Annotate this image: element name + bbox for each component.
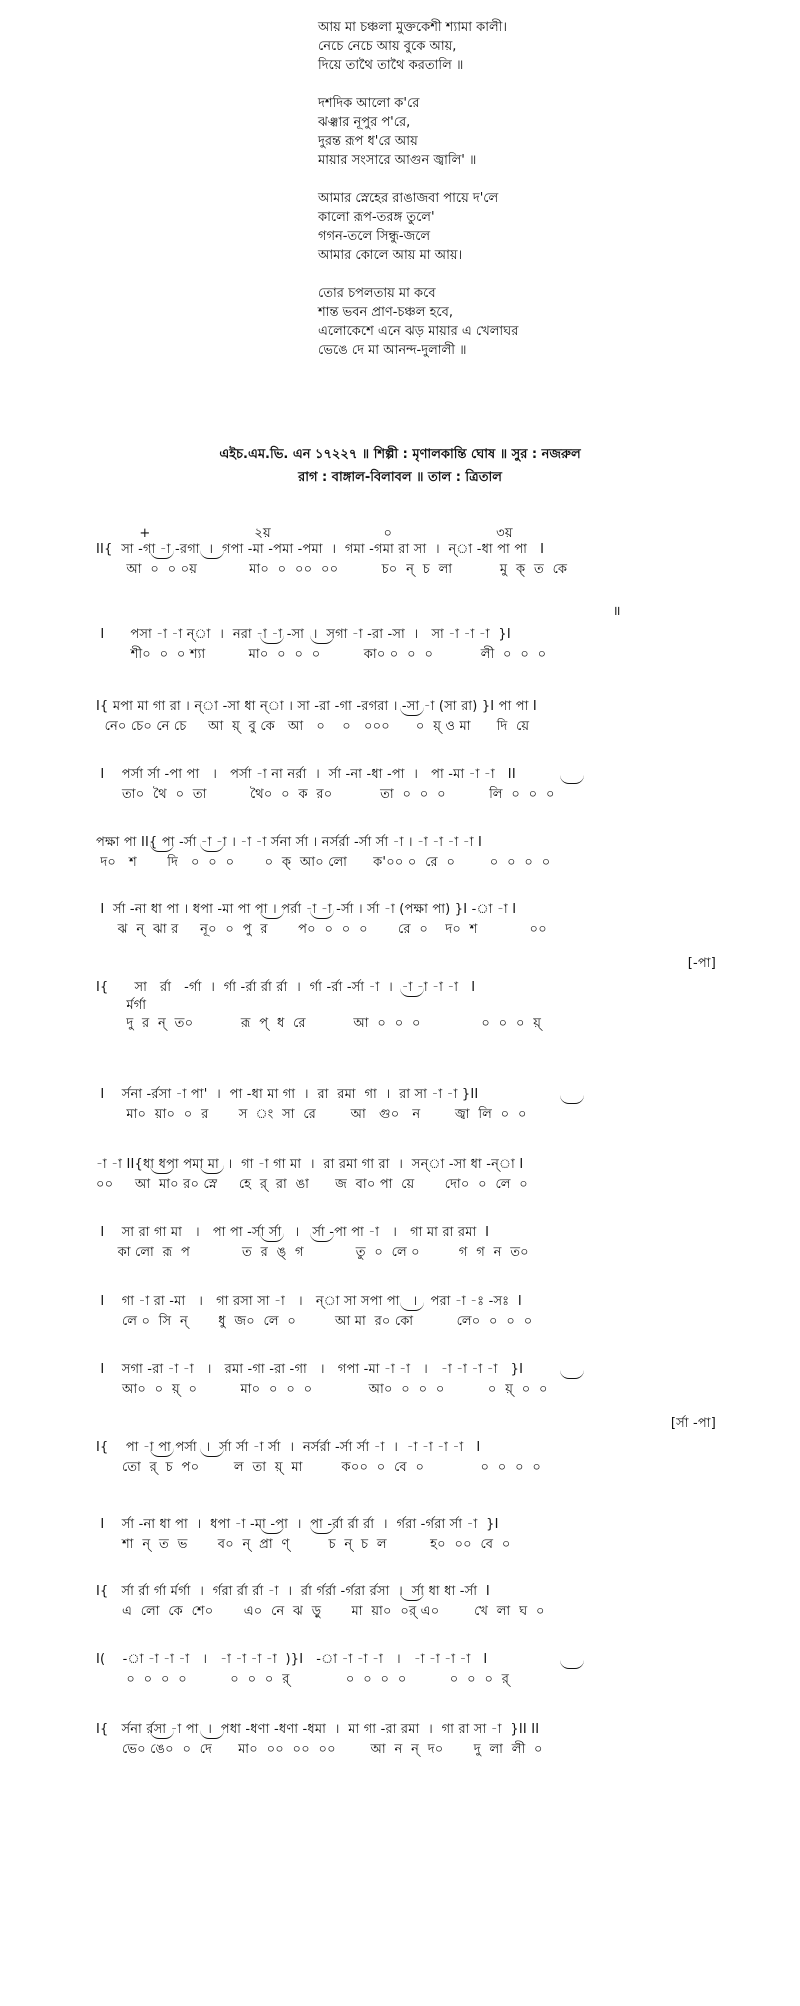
lyrics-line: আমার স্নেহের রাঙাজবা পায়ে দ'লে xyxy=(318,191,499,206)
swara-line: I র্সা -না ধা পা । ধপা -মা পা পা । পর্রা -া -া -র্সা । র্সা -া (পক্ষা পা) }I -া -া I xyxy=(96,902,517,917)
lyric-syllables: মা০ য়া০ ০ র স ং সা রে আ গু০ ন জ্বা লি ০ ০ xyxy=(96,1107,527,1122)
lyrics xyxy=(318,18,678,379)
swara-line: I{ পা -া পা পর্সা । র্সা র্সা -া র্সা । নর্সর্রা -র্সা র্সা -া । -া -া -া -া I xyxy=(96,1440,481,1455)
swara-line: I র্সা -না ধা পা । ধপা -া -মা -পা । পা -র্রা র্রা র্রা । র্গরা -র্গরা র্সা -া }I xyxy=(96,1517,499,1532)
swara-line: II{ সা -গা -া -রগা । গপা -মা -পমা -পমা । গমা -গমা রা সা । ন্া -ধা পা পা I xyxy=(96,542,545,557)
swara-line: পক্ষা পা II{ পা -র্সা -া -া । -া -া র্সনা র্সা । নর্সর্রা -র্সা র্সা -া । -া -া -া -া I xyxy=(96,835,483,850)
lyric-syllables: লে ০ সি ন্ ধু জ০ লে ০ আ মা র০ কো লে০ ০ ০ ০ xyxy=(96,1314,533,1329)
lyric-syllables: ভে০ ঙে০ ০ দে মা০ ০০ ০০ ০০ আ ন ন্ দ০ দু লা লী ০ xyxy=(96,1742,543,1757)
lyric-syllables: তো র্ চ প০ ল তা য়্ মা ক০০ ০ বে ০ ০ ০ ০ ০ xyxy=(96,1460,542,1475)
swara-subline: র্মর্গা xyxy=(96,998,147,1013)
lyrics-line: দিয়ে তাথৈ তাথৈ করতালি ॥ xyxy=(318,58,464,73)
lyric-syllables: দু র ন্ ত০ রূ প্ ধ রে আ ০ ০ ০ ০ ০ ০ য়্ xyxy=(96,1016,542,1031)
lyrics-line: শান্ত ভবন প্রাণ-চঞ্চল হবে, xyxy=(318,305,454,320)
record-info: এইচ.এম.ভি. এন ১৭২২৭ ॥ শিল্পী : মৃণালকান্তি ঘোষ ॥ সুর : নজরুল xyxy=(219,447,581,462)
swara-line: I গা -া রা -মা । গা রসা সা -া । ন্া সা সপা পা । পরা -া -ঃ -সঃ I xyxy=(96,1294,522,1309)
swara-line: I র্সনা -র্রসা -া পা' । পা -ধা মা গা । রা রমা গা । রা সা -া -া }II xyxy=(96,1087,479,1102)
lyric-syllables: নে০ চে০ নে চে আ য়্ বু কে আ ০ ০ ০০০ ০ য়্ ও মা দি য়ে xyxy=(96,719,530,734)
swara-line: I পর্সা র্সা -পা পা । পর্সা -া না নর্রা । র্সা -না -ধা -পা । পা -মা -া -া II xyxy=(96,767,516,782)
lyrics-line: আয় মা চঞ্চলা মুক্তকেশী শ্যামা কালী। xyxy=(318,20,508,35)
lyric-syllables: আ ০ ০ ০য় মা০ ০ ০০ ০০ চ০ ন্ চ লা মু ক্ ত কে xyxy=(96,562,568,577)
repeat-note: [র্সা -পা] xyxy=(670,1416,716,1431)
swara-line: -া -া II{ধা ধপা পমা মা । গা -া গা মা । রা রমা গা রা । সন্া -সা ধা -ন্া I xyxy=(96,1157,524,1172)
lyrics-line: মায়ার সংসারে আগুন জ্বালি' ॥ xyxy=(318,153,477,168)
swara-line: I( -া -া -া -া । -া -া -া -া )}I -া -া -া -া । -া -া -া -া I xyxy=(96,1652,488,1667)
beat-markers: + ২য় ০ ৩য় xyxy=(96,526,513,541)
swara-line: I{ মপা মা গা রা । ন্া -সা ধা ন্া । সা -রা -গা -রগরা । -সা -া (সা রা) }I পা পা I xyxy=(96,699,537,714)
lyrics-line: গগন-তলে সিন্ধু-জলে xyxy=(318,229,431,244)
repeat-note: ॥ xyxy=(612,604,716,619)
lyric-syllables: তা০ থৈ ০ তা থৈ০ ০ ক র০ তা ০ ০ ০ লি ০ ০ ০ xyxy=(96,787,555,802)
lyrics-line: ভেঙে দে মা আনন্দ-দুলালী ॥ xyxy=(318,343,467,358)
swara-line: I{ সা র্রা -র্গা । র্গা -র্রা র্রা র্রা । র্গা -র্রা -র্সা -া । -া -া -া -া I xyxy=(96,980,476,995)
lyric-syllables: এ লো কে শে০ এ০ নে ঝ ড়ু মা য়া০ ০র্ এ০ খে লা ঘ ০ xyxy=(96,1604,545,1619)
lyric-syllables: ০০ আ মা০ র০ স্নে হে র্ রা ঙা জ বা০ পা য়ে দো০ ০ লে ০ xyxy=(96,1177,528,1192)
lyric-syllables: ০ ০ ০ ০ ০ ০ ০ র্ ০ ০ ০ ০ ০ ০ ০ র্ xyxy=(96,1672,510,1687)
lyrics-stanza xyxy=(318,284,678,360)
lyric-syllables: শী০ ০ ০ শ্যা মা০ ০ ০ ০ কা০ ০ ০ ০ লী ০ ০ ০ xyxy=(96,647,547,662)
lyrics-line: ঝঞ্ঝার নূপুর প'রে, xyxy=(318,115,411,130)
lyric-syllables: আ০ ০ য়্ ০ মা০ ০ ০ ০ আ০ ০ ০ ০ ০ য়্ ০ ০ xyxy=(96,1382,548,1397)
lyrics-stanza xyxy=(318,189,678,265)
lyrics-line: এলোকেশে এনে ঝড় মায়ার এ খেলাঘর xyxy=(318,324,519,339)
swara-line: I{ র্সনা র্রসা -া পা । পধা -ধণা -ধণা -ধমা । মা গা -রা রমা । গা রা সা -া }II II xyxy=(96,1722,540,1737)
lyrics-line: নেচে নেচে আয় বুকে আয়, xyxy=(318,39,457,54)
swara-line: I সা রা গা মা । পা পা -র্সা র্সা । র্সা -পা পা -া । গা মা রা রমা I xyxy=(96,1225,490,1240)
lyrics-line: তোর চপলতায় মা কবে xyxy=(318,286,436,301)
swara-line: I সগা -রা -া -া । রমা -গা -রা -গা । গপা -মা -া -া । -া -া -া -া }I xyxy=(96,1362,524,1377)
lyrics-line: আমার কোলে আয় মা আয়। xyxy=(318,248,463,263)
lyrics-line: দশদিক আলো ক'রে xyxy=(318,96,420,111)
lyrics-stanza xyxy=(318,18,678,75)
lyric-syllables: ঝ ন্ ঝা র নূ০ ০ পু র প০ ০ ০ ০ রে ০ দ০ শ ০০ xyxy=(96,922,547,937)
lyrics-stanza xyxy=(318,94,678,170)
repeat-note: [-পা] xyxy=(687,956,716,971)
lyrics-line: কালো রূপ-তরঙ্গ তুলে' xyxy=(318,210,435,225)
raga-info: রাগ : বাঙ্গাল-বিলাবল ॥ তাল : ত্রিতাল xyxy=(298,470,502,485)
swara-line: I পসা -া -া ন্া । নরা -া -া -সা । সগা -া -রা -সা । সা -া -া -া }I xyxy=(96,627,511,642)
lyric-syllables: শা ন্ ত ভ ব০ ন্ প্রা ণ্ চ ন্ চ ল হ০ ০০ বে ০ xyxy=(96,1537,511,1552)
lyrics-line: দুরন্ত রূপ ধ'রে আয় xyxy=(318,134,418,149)
lyric-syllables: কা লো রূ প ত র ঙ্ গ তু ০ লে ০ গ গ ন ত০ xyxy=(96,1245,529,1260)
lyric-syllables: দ০ শ দি ০ ০ ০ ০ ক্ আ০ লো ক'০০ ০ রে ০ ০ ০ ০ ০ xyxy=(96,855,551,870)
swara-line: I{ র্সা র্রা র্গা র্মর্গা । র্গরা র্রা র্রা -া । র্রা র্গর্রা -র্গরা র্রসা । র্সা ধা ধা -র্সা I xyxy=(96,1584,490,1599)
